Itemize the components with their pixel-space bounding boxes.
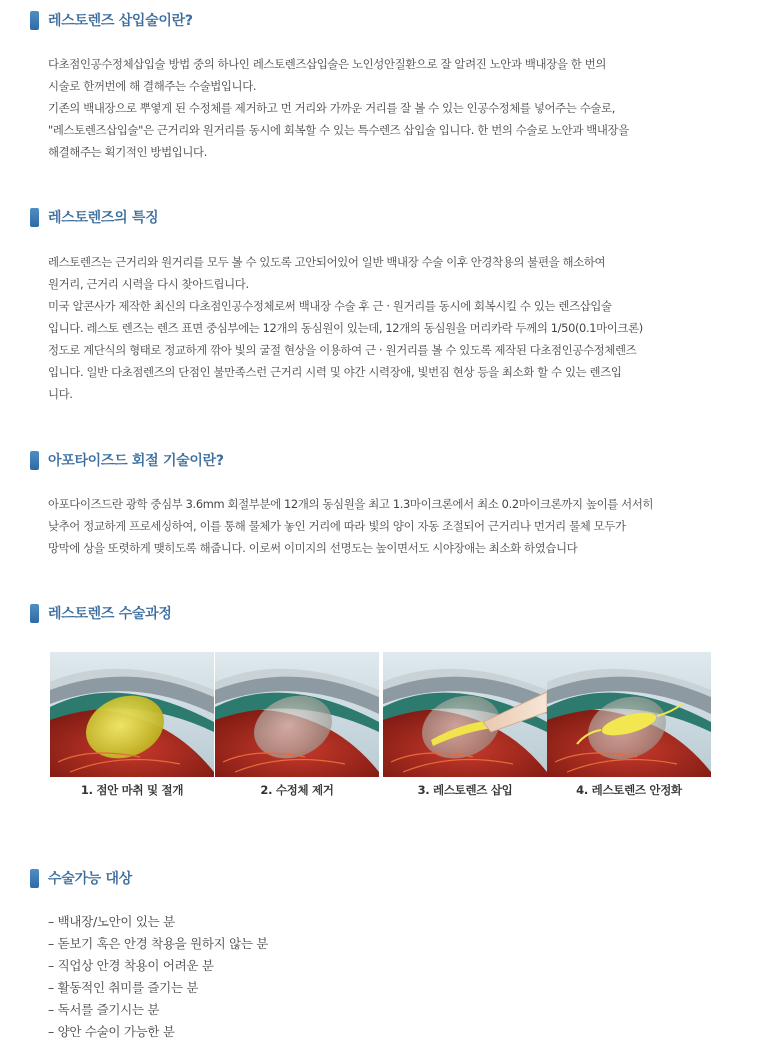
process-step-1 — [50, 652, 214, 802]
apodized-line: 아포다이즈드란 광학 중심부 3.6mm 회절부분에 12개의 동심원을 최고 1.3마이크론에서 최소 0.2마이크론까지 높이를 서서히 — [48, 497, 654, 511]
process-step-label: 2. 수정체 제거 — [260, 783, 334, 797]
list-item: – 활동적인 취미를 즐기는 분 — [48, 980, 199, 995]
intro-line: "레스토렌즈삽입술"은 근거리와 원거리를 동시에 회복할 수 있는 특수렌즈 삽입술 입니다. 한 번의 수술로 노안과 백내장을 — [48, 123, 629, 137]
features-line: 니다. — [48, 387, 73, 401]
apodized-line: 망막에 상을 또렷하게 맺히도록 해줍니다. 이로써 이미지의 선명도는 높이면서도 시야장애는 최소화 하였습니다 — [48, 541, 578, 555]
eye-cross-section-lens-insertion-icon — [383, 652, 547, 777]
process-heading — [30, 602, 172, 624]
features-heading — [30, 206, 158, 228]
features-line: 미국 알콘사가 제작한 최신의 다초점인공수정체로써 백내장 수술 후 근 · 원거리를 동시에 회복시킬 수 있는 렌즈삽입술 — [48, 299, 612, 313]
eye-cross-section-lens-removal-icon — [215, 652, 379, 777]
features-line: 정도로 계단식의 형태로 정교하게 깎아 빛의 굴절 현상을 이용하여 근 · 원거리를 볼 수 있도록 제작된 다초점인공수정체렌즈 — [48, 343, 637, 357]
features-line: 원거리, 근거리 시력을 다시 찾아드립니다. — [48, 277, 249, 291]
process-step-label: 3. 레스토렌즈 삽입 — [417, 783, 513, 797]
list-item: – 독서를 즐기시는 분 — [48, 1002, 160, 1017]
features-line: 레스토렌즈는 근거리와 원거리를 모두 볼 수 있도록 고안되어있어 일반 백내장 수술 이후 안경착용의 불편을 해소하여 — [48, 255, 606, 269]
features-line: 입니다. 일반 다초점렌즈의 단점인 불만족스런 근거리 시력 및 야간 시력장애, 빛번짐 현상 등을 최소화 할 수 있는 렌즈입 — [48, 365, 622, 379]
heading-bar-icon — [30, 11, 39, 30]
process-step-label: 4. 레스토렌즈 안정화 — [576, 783, 682, 797]
list-item: – 돋보기 혹은 안경 착용을 원하지 않는 분 — [48, 936, 269, 951]
process-title: 레스토렌즈 수술과정 — [48, 606, 172, 622]
heading-bar-icon — [30, 869, 39, 888]
candidates-list — [48, 911, 268, 1043]
process-step-3 — [383, 652, 547, 802]
list-item: – 백내장/노안이 있는 분 — [48, 914, 175, 929]
features-title: 레스토렌즈의 특징 — [48, 210, 159, 226]
process-steps — [50, 652, 710, 802]
intro-line: 해결해주는 획기적인 방법입니다. — [48, 145, 207, 159]
candidates-title: 수술가능 대상 — [48, 871, 132, 887]
intro-line: 다초점인공수정체삽입술 방법 중의 하나인 레스토렌즈삽입술은 노인성안질환으로 잘 알려진 노안과 백내장을 한 번의 — [48, 57, 606, 71]
apodized-paragraph — [48, 493, 748, 559]
intro-line: 시술로 한꺼번에 해 결해주는 수술법입니다. — [48, 79, 257, 93]
list-item: – 양안 수술이 가능한 분 — [48, 1024, 175, 1039]
heading-bar-icon — [30, 208, 39, 227]
eye-cross-section-incision-icon — [50, 652, 214, 777]
features-paragraph — [48, 251, 748, 405]
process-step-2 — [215, 652, 379, 802]
list-item: – 직업상 안경 착용이 어려운 분 — [48, 958, 214, 973]
eye-cross-section-lens-stabilized-icon — [547, 652, 711, 777]
apodized-heading — [30, 449, 224, 471]
intro-title: 레스토렌즈 삽입술이란? — [48, 13, 193, 29]
features-line: 입니다. 레스토 렌즈는 렌즈 표면 중심부에는 12개의 동심원이 있는데, 12개의 동심원을 머리카락 두께의 1/50(0.1마이크론) — [48, 321, 643, 335]
intro-heading — [30, 9, 193, 31]
candidates-heading — [30, 867, 132, 889]
apodized-title: 아포타이즈드 회절 기술이란? — [48, 453, 224, 469]
apodized-line: 낮추어 정교하게 프로세싱하여, 이를 통해 물체가 놓인 거리에 따라 빛의 양이 자동 조절되어 근거리나 먼거리 물체 모두가 — [48, 519, 626, 533]
heading-bar-icon — [30, 451, 39, 470]
process-step-label: 1. 점안 마취 및 절개 — [80, 783, 184, 797]
intro-paragraph — [48, 53, 748, 163]
process-step-4 — [547, 652, 711, 802]
heading-bar-icon — [30, 604, 39, 623]
intro-line: 기존의 백내장으로 뿌옇게 된 수정체를 제거하고 먼 거리와 가까운 거리를 잘 볼 수 있는 인공수정체를 넣어주는 수술로, — [48, 101, 615, 115]
